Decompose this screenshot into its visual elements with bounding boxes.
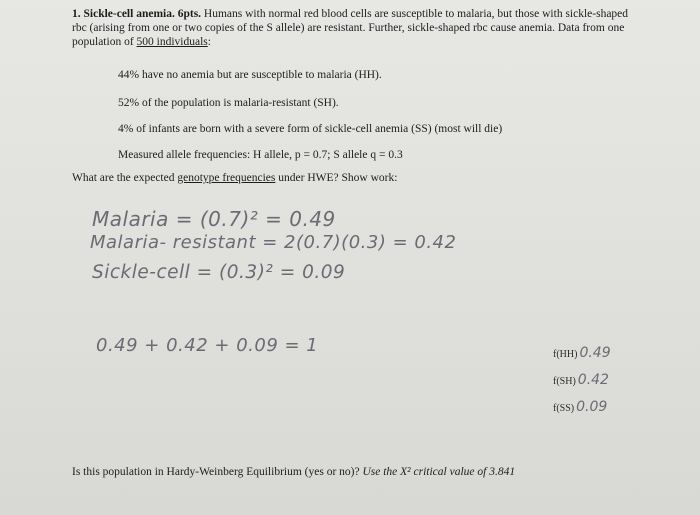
- question-number: 1. Sickle-cell anemia.: [72, 8, 175, 20]
- fact-allele-frequencies: Measured allele frequencies: H allele, p = 0.7; S allele q = 0.3: [118, 149, 403, 161]
- fact-sh: 52% of the population is malaria-resistant (SH).: [118, 97, 339, 109]
- prompt-before: What are the expected: [72, 172, 175, 184]
- prompt-underlined: genotype frequencies: [177, 172, 276, 184]
- frequency-hh-value: 0.49: [579, 345, 611, 361]
- frequency-ss-label: f(SS): [553, 403, 575, 414]
- handwritten-sickle-cell: Sickle-cell = (0.3)² = 0.09: [92, 262, 346, 283]
- sample-size: 500 individuals: [136, 36, 208, 48]
- handwritten-malaria: Malaria = (0.7)² = 0.49: [92, 207, 336, 231]
- hwe-critical-value-hint: Use the X² critical value of 3.841: [362, 466, 516, 478]
- question-intro: Humans with normal red blood cells are susceptible to malaria, but those with sickle-shaped rbc (arising from one or two copies of the S allele) are resistant. Further, sickle-shaped rbc cause anemia. Data from one population of: [72, 8, 629, 48]
- frequency-ss-value: 0.09: [576, 399, 608, 415]
- frequency-sh-label: f(SH): [553, 376, 576, 387]
- question-colon: :: [207, 36, 211, 48]
- question-points: 6pts.: [177, 8, 202, 20]
- hwe-question: [72, 465, 515, 479]
- frequency-hh-label: f(HH): [553, 349, 578, 360]
- frequency-sh-value: 0.42: [577, 372, 609, 388]
- question-paragraph: [72, 7, 632, 49]
- handwritten-sum: 0.49 + 0.42 + 0.09 = 1: [96, 335, 319, 356]
- fact-hh: 44% have no anemia but are susceptible to malaria (HH).: [118, 69, 382, 81]
- frequency-hh: [553, 345, 611, 361]
- frequency-ss: [553, 399, 607, 415]
- fact-ss: 4% of infants are born with a severe form of sickle-cell anemia (SS) (most will die): [118, 123, 503, 135]
- frequency-sh: [553, 372, 609, 388]
- prompt-after: under HWE? Show work:: [278, 172, 398, 184]
- handwritten-resistant: Malaria- resistant = 2(0.7)(0.3) = 0.42: [90, 232, 457, 253]
- hwe-question-text: Is this population in Hardy-Weinberg Equilibrium (yes or no)?: [72, 466, 360, 478]
- prompt-line: [72, 171, 397, 185]
